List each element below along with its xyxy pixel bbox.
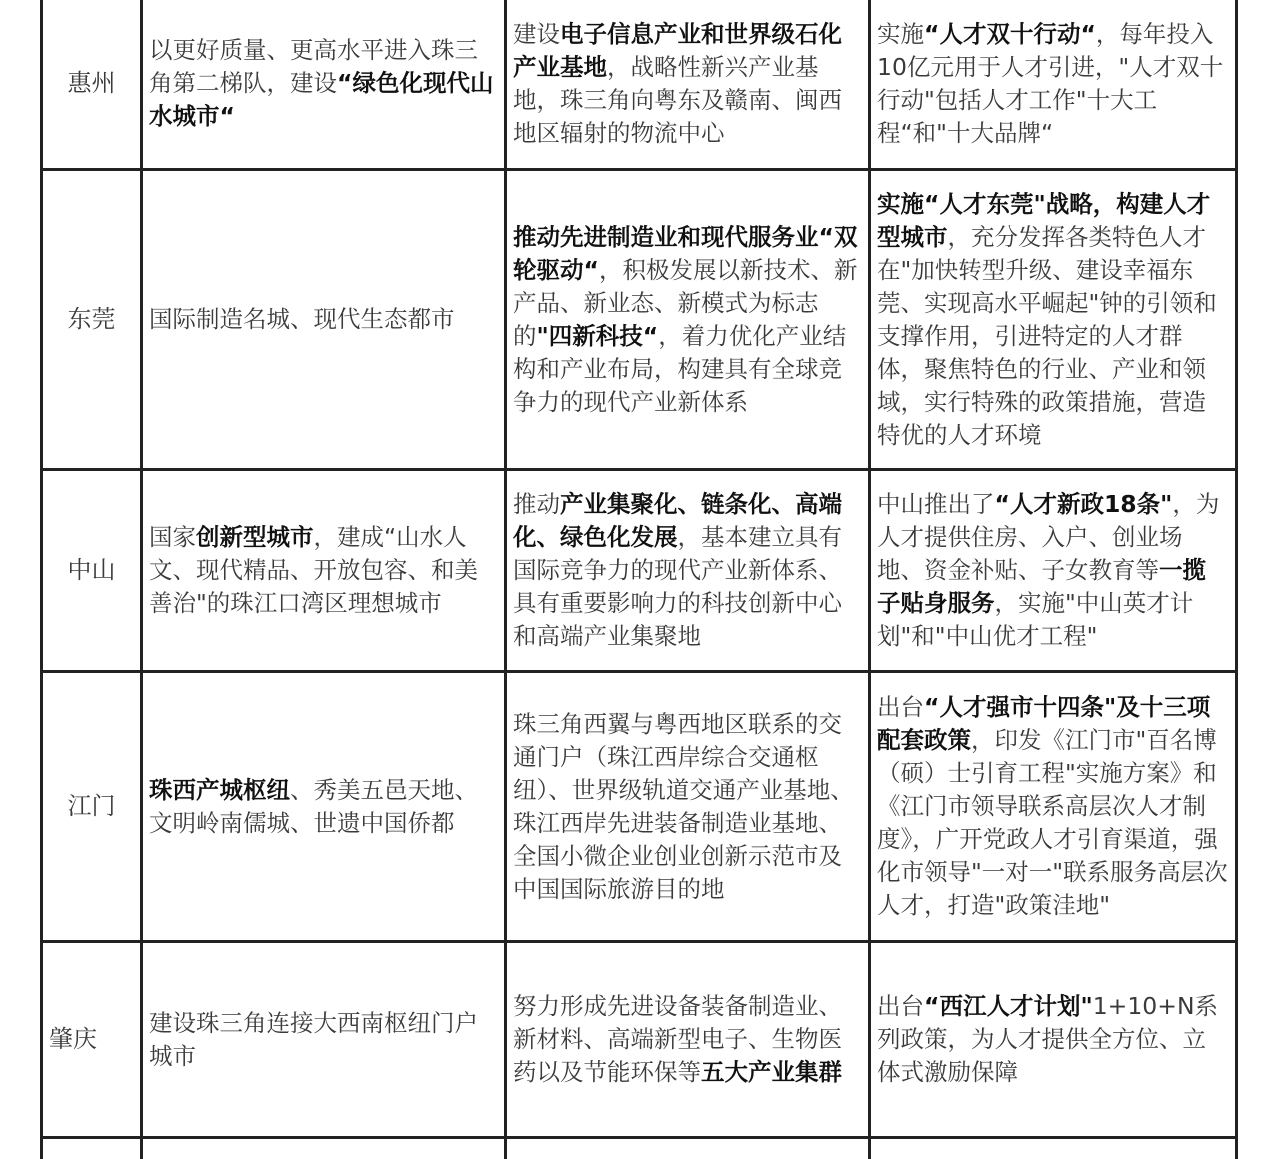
industry-plan [506,0,870,170]
emphasized-text: 五大产业集群 [701,1058,842,1086]
text-segment: 实施 [877,20,924,48]
city-positioning [142,942,506,1138]
empty-cell [142,1138,506,1159]
talent-policy [870,942,1237,1138]
text-segment: 建设 [513,20,560,48]
city-positioning [142,0,506,170]
text-segment: 建设珠三角连接大西南枢纽门户城市 [149,1009,478,1070]
empty-cell [42,1138,142,1159]
emphasized-text: “绿色化现代山水城市“ [149,69,493,130]
text-segment: ，着力优化产业结构和产业布局，构建具有全球竞争力的现代产业新体系 [513,322,846,416]
city-positioning [142,672,506,942]
emphasized-text: 推动先进制造业和现代服务业“双轮驱动“ [513,223,857,284]
talent-policy [870,672,1237,942]
city-comparison-table [40,0,1238,1159]
text-segment: ，基本建立具有国际竞争力的现代产业新体系、具有重要影响力的科技创新中心和高端产业集聚地 [513,523,842,650]
text-segment: 出台 [877,992,924,1020]
city-name: 东莞 [42,170,142,470]
talent-policy [870,470,1237,672]
table-row [42,170,1237,470]
text-segment: 1+10+N系列政策，为人才提供全方位、立体式激励保障 [877,992,1218,1086]
emphasized-text: “人才强市十四条"及十三项配套政策 [877,693,1210,754]
text-segment: ，建成“山水人文、现代精品、开放包容、和美善治"的珠江口湾区理想城市 [149,523,478,617]
text-segment: ，积极发展以新技术、新产品、新业态、新模式为标志的 [513,256,857,350]
text-segment: ，实施"中山英才计划"和"中山优才工程" [877,589,1193,650]
emphasized-text: 电子信息产业和世界级石化产业基地 [513,20,842,81]
city-name: 肇庆 [42,942,142,1138]
emphasized-text: 珠西产城枢纽 [149,776,290,804]
text-segment: 以更好质量、更高水平进入珠三角第二梯队，建设 [149,36,478,97]
industry-plan [506,942,870,1138]
industry-plan [506,470,870,672]
text-segment: 国家 [149,523,196,551]
emphasized-text: 实施“人才东莞"战略，构建人才型城市 [877,190,1210,251]
talent-policy [870,0,1237,170]
text-segment: ，为人才提供住房、入户、创业场地、资金补贴、子女教育等 [877,490,1219,584]
empty-cell [506,1138,870,1159]
text-segment: ，战略性新兴产业基地，珠三角向粤东及赣南、闽西地区辐射的物流中心 [513,53,842,147]
text-segment: 中山推出了 [877,490,995,518]
emphasized-text: 产业集聚化、链条化、高端化、绿色化发展 [513,490,842,551]
empty-cell [870,1138,1237,1159]
text-segment: 、秀美五邑天地、文明岭南儒城、世遗中国侨都 [149,776,478,837]
city-positioning [142,170,506,470]
table-row [42,470,1237,672]
table-row [42,672,1237,942]
text-segment: ，充分发挥各类特色人才在"加快转型升级、建设幸福东莞、实现高水平崛起"钟的引领和支撑作用，引进特定的人才群体，聚焦特色的行业、产业和领域，实行特殊的政策措施，营造特优的人才环境 [877,223,1217,449]
table-row [42,942,1237,1138]
text-segment: 出台 [877,693,924,721]
text-segment: ，每年投入10亿元用于人才引进，"人才双十行动"包括人才工作"十大工程“和"十大品牌“ [877,20,1223,147]
emphasized-text: “西江人才计划" [924,992,1093,1020]
emphasized-text: "四新科技“ [537,322,659,350]
city-positioning [142,470,506,672]
text-segment: 国际制造名城、现代生态都市 [149,305,455,333]
city-name: 惠州 [42,0,142,170]
city-name: 江门 [42,672,142,942]
text-segment: 努力形成先进设备装备制造业、新材料、高端新型电子、生物医药以及节能环保等 [513,992,842,1086]
industry-plan [506,672,870,942]
industry-plan [506,170,870,470]
talent-policy [870,170,1237,470]
text-segment: 推动 [513,490,560,518]
text-segment: 珠三角西翼与粤西地区联系的交通门户（珠江西岸综合交通枢纽）、世界级轨道交通产业基地、珠江西岸先进装备制造业基地、全国小微企业创业创新示范市及中国国际旅游目的地 [513,710,854,903]
table-row [42,0,1237,170]
emphasized-text: 一揽子贴身服务 [877,556,1206,617]
emphasized-text: “人才新政18条" [995,490,1173,518]
table-row-cut-off [42,1138,1237,1159]
city-name: 中山 [42,470,142,672]
emphasized-text: “人才双十行动“ [924,20,1096,48]
text-segment: ，印发《江门市"百名博（硕）士引育工程"实施方案》和《江门市领导联系高层次人才制度》，广开党政人才引育渠道，强化市领导"一对一"联系服务高层次人才，打造"政策洼地" [877,726,1228,919]
emphasized-text: 创新型城市 [196,523,314,551]
